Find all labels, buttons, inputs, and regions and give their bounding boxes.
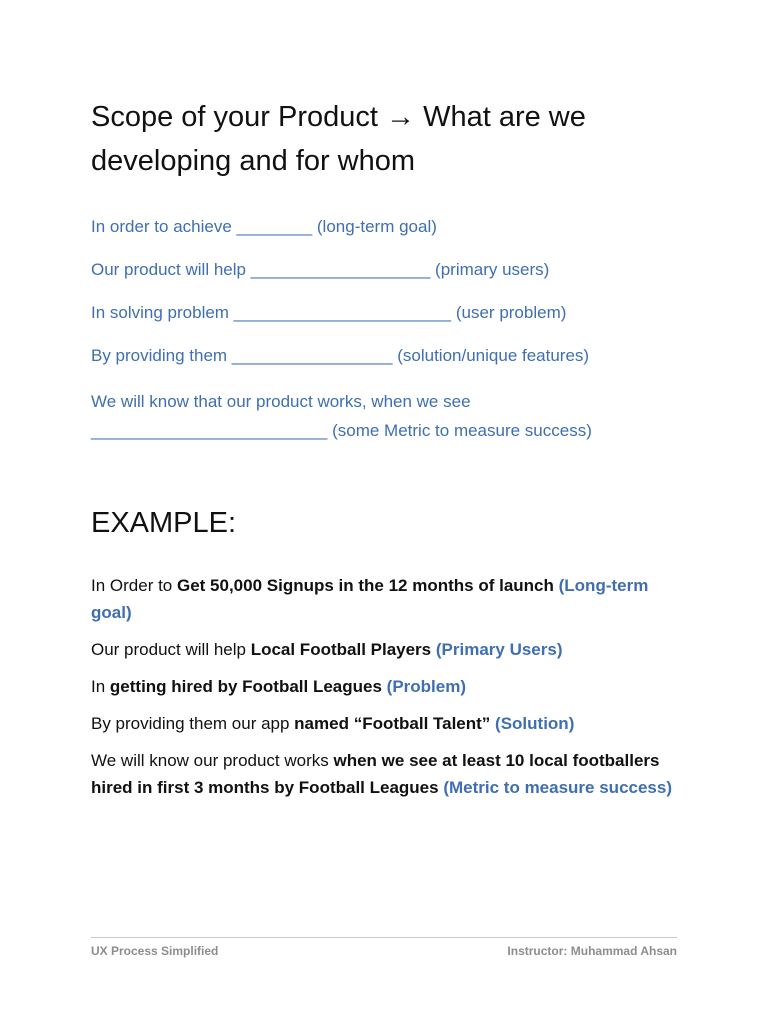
- example-users-prefix: Our product will help: [91, 640, 251, 659]
- example-users-text: Local Football Players: [250, 640, 432, 659]
- template-line-solution: By providing them _________________ (solution/unique features): [91, 346, 590, 365]
- example-item-users: [91, 636, 691, 663]
- example-item-goal: [91, 572, 691, 626]
- example-metric-tag: (Metric to measure success): [443, 778, 672, 797]
- example-problem-prefix: In: [91, 677, 110, 696]
- example-goal-text: Get 50,000 Signups in the 12 months of launch: [176, 576, 554, 595]
- footer-instructor: Instructor: Muhammad Ahsan: [507, 944, 677, 958]
- example-section: [91, 572, 691, 811]
- title-part-1: Scope of your Product: [91, 101, 378, 133]
- scope-template: [91, 215, 711, 464]
- example-item-metric: [91, 747, 691, 801]
- example-users-tag: (Primary Users): [435, 640, 563, 659]
- example-solution-text: named “Football Talent”: [294, 714, 491, 733]
- footer-divider: [91, 937, 677, 938]
- example-metric-text: when we see at least 10 local footballers hired in first 3 months by Football Leagues: [91, 751, 660, 797]
- template-line-users: Our product will help ___________________ (primary users): [91, 260, 550, 279]
- example-solution-tag: (Solution): [495, 714, 575, 733]
- template-line-goal: In order to achieve ________ (long-term goal): [91, 217, 437, 236]
- example-solution-prefix: By providing them our app: [91, 714, 295, 733]
- template-line-metric-b: _________________________ (some Metric to measure success): [91, 421, 592, 440]
- example-goal-prefix: In Order to: [91, 576, 177, 595]
- example-metric-prefix: We will know our product works: [91, 751, 334, 770]
- page-title: [91, 95, 691, 183]
- example-heading: EXAMPLE:: [91, 507, 237, 539]
- template-line-metric-a: We will know that our product works, when we see: [91, 392, 471, 411]
- example-goal-tag: (Long-term goal): [91, 576, 649, 622]
- example-item-solution: [91, 710, 691, 737]
- title-part-2: What are we developing and for whom: [91, 101, 586, 177]
- template-line-problem: In solving problem _______________________ (user problem): [91, 303, 567, 322]
- arrow-icon: →: [386, 101, 416, 133]
- example-problem-tag: (Problem): [386, 677, 467, 696]
- example-item-problem: [91, 673, 691, 700]
- example-problem-text: getting hired by Football Leagues: [109, 677, 382, 696]
- template-line-metric: [91, 387, 711, 445]
- footer-course-title: UX Process Simplified: [91, 944, 219, 958]
